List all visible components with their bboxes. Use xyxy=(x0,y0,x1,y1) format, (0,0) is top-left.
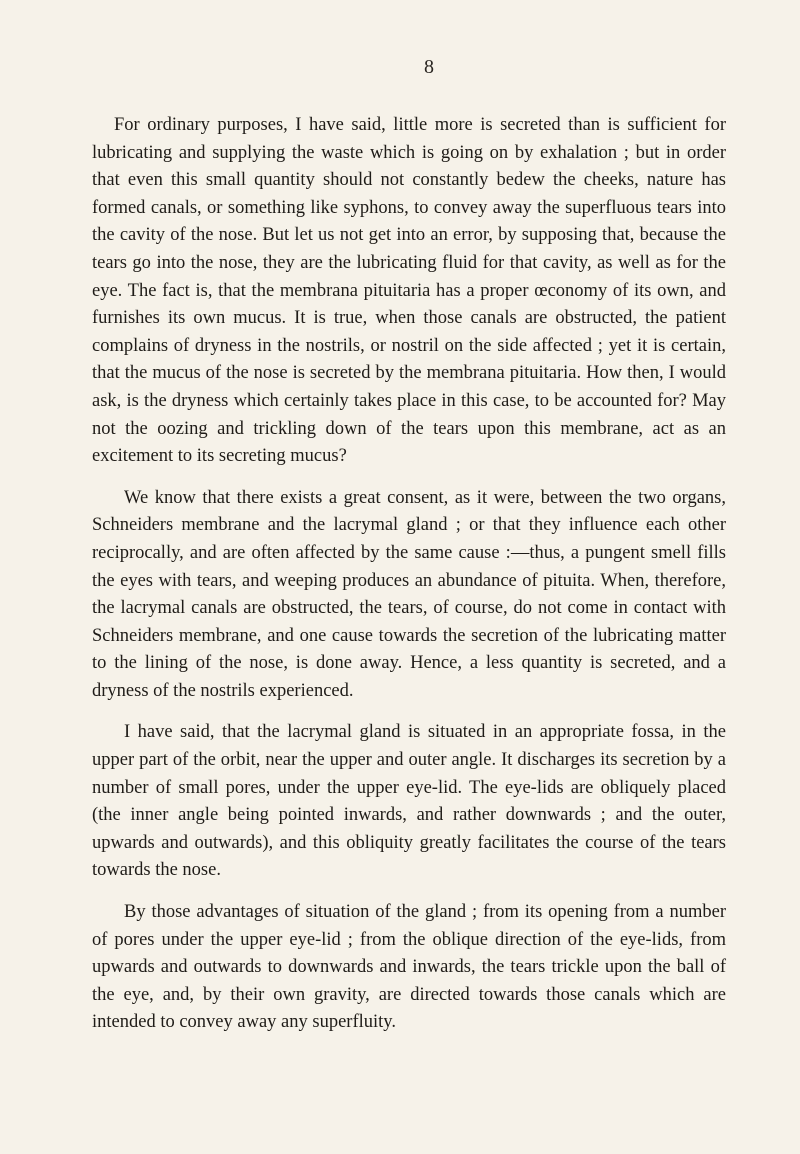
paragraph-1: For ordinary purposes, I have said, little more is secreted than is sufficient for lubricating and supplying the waste which is going on by exhalation ; but in order that even this small quantity should not constantly bedew the cheeks, nature has formed canals, or something like syphons, to convey away the superfluous tears into the cavity of the nose. But let us not get into an error, by supposing that, because the tears go into the nose, they are the lubricating fluid for that cavity, as well as for the eye. The fact is, that the membrana pituitaria has a proper œconomy of its own, and furnishes its own mucus. It is true, when those canals are obstructed, the patient complains of dryness in the nostrils, or nostril on the side affected ; yet it is certain, that the mucus of the nose is secreted by the membrana pituitaria. How then, I would ask, is the dryness which certainly takes place in this case, to be accounted for? May not the oozing and trickling down of the tears upon this membrane, act as an excitement to its secreting mucus? xyxy=(92,115,726,467)
paragraph-3: I have said, that the lacrymal gland is situated in an appropriate fossa, in the upper part of the orbit, near the upper and outer angle. It discharges its secretion by a number of small pores, under the upper eye-lid. The eye-lids are obliquely placed (the inner angle being pointed inwards, and rather downwards ; and the outer, upwards and outwards), and this obliquity greatly facilitates the course of the tears towards the nose. xyxy=(92,722,726,881)
paragraph-2: We know that there exists a great consent, as it were, between the two organs, Schneiders membrane and the lacrymal gland ; or that they influence each other reciprocally, and are often affected by the same cause :—thus, a pungent smell fills the eyes with tears, and weeping produces an abundance of pituita. When, therefore, the lacrymal canals are obstructed, the tears, of course, do not come in contact with Schneiders membrane, and one cause towards the secretion of the lubricating matter to the lining of the nose, is done away. Hence, a less quantity is secreted, and a dryness of the nostrils experienced. xyxy=(92,487,726,701)
body-text xyxy=(92,112,726,1051)
page-number: 8 xyxy=(424,56,435,78)
paragraph-4: By those advantages of situation of the gland ; from its opening from a number of pores under the upper eye-lid ; from the oblique direction of the eye-lids, from upwards and outwards to downwards and inwards, the tears trickle upon the ball of the eye, and, by their own gravity, are directed towards those canals which are intended to convey away any superfluity. xyxy=(92,902,726,1033)
